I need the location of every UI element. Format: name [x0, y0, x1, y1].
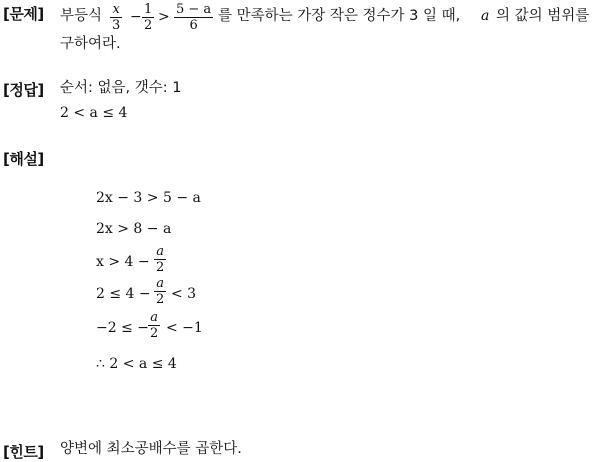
fraction-a-over-2: $\frac{a}{2}$ [150, 310, 159, 341]
fraction-a-over-2: $\frac{a}{2}$ [156, 244, 165, 275]
answer-result: 2 < a ≤ 4 [60, 105, 128, 121]
fraction-1-over-2: $\frac{1}{2}$ [144, 2, 153, 33]
fraction-5-minus-a-over-6: $\frac{5 - a}{6}$ [176, 2, 212, 33]
greater-than-sign: > [158, 9, 170, 25]
problem-text-post2: 의 값의 범위를 [496, 8, 590, 24]
problem-label: [문제] [3, 5, 44, 23]
answer-label: [정답] [3, 81, 44, 99]
solution-step-6: ∴ 2 < a ≤ 4 [96, 356, 177, 372]
answer-meta: 순서: 없음, 갯수: 1 [60, 80, 182, 96]
solution-step-1: 2x − 3 > 5 − a [96, 190, 201, 206]
step-5-left: −2 ≤ − [96, 320, 149, 336]
problem-text-line2: 구하여라. [60, 36, 121, 52]
explanation-label: [해설] [3, 150, 44, 168]
problem-variable-a: a [481, 8, 490, 24]
hint-text: 양변에 최소공배수를 곱한다. [60, 441, 242, 457]
fraction-x-over-3: $\frac{x}{3}$ [112, 2, 121, 33]
step-4-right: < 3 [171, 286, 197, 302]
fraction-a-over-2: $\frac{a}{2}$ [156, 276, 165, 307]
step-3-left: x > 4 − [96, 254, 150, 270]
problem-text-post: 를 만족하는 가장 작은 정수가 3 일 때, [218, 8, 461, 24]
problem-text-pre: 부등식 [60, 8, 103, 24]
solution-step-2: 2x > 8 − a [96, 221, 172, 237]
problem-statement [60, 0, 592, 34]
step-5-right: < −1 [166, 320, 203, 336]
step-4-left: 2 ≤ 4 − [96, 286, 151, 302]
minus-sign: − [130, 9, 142, 25]
hint-label: [힌트] [3, 443, 44, 461]
